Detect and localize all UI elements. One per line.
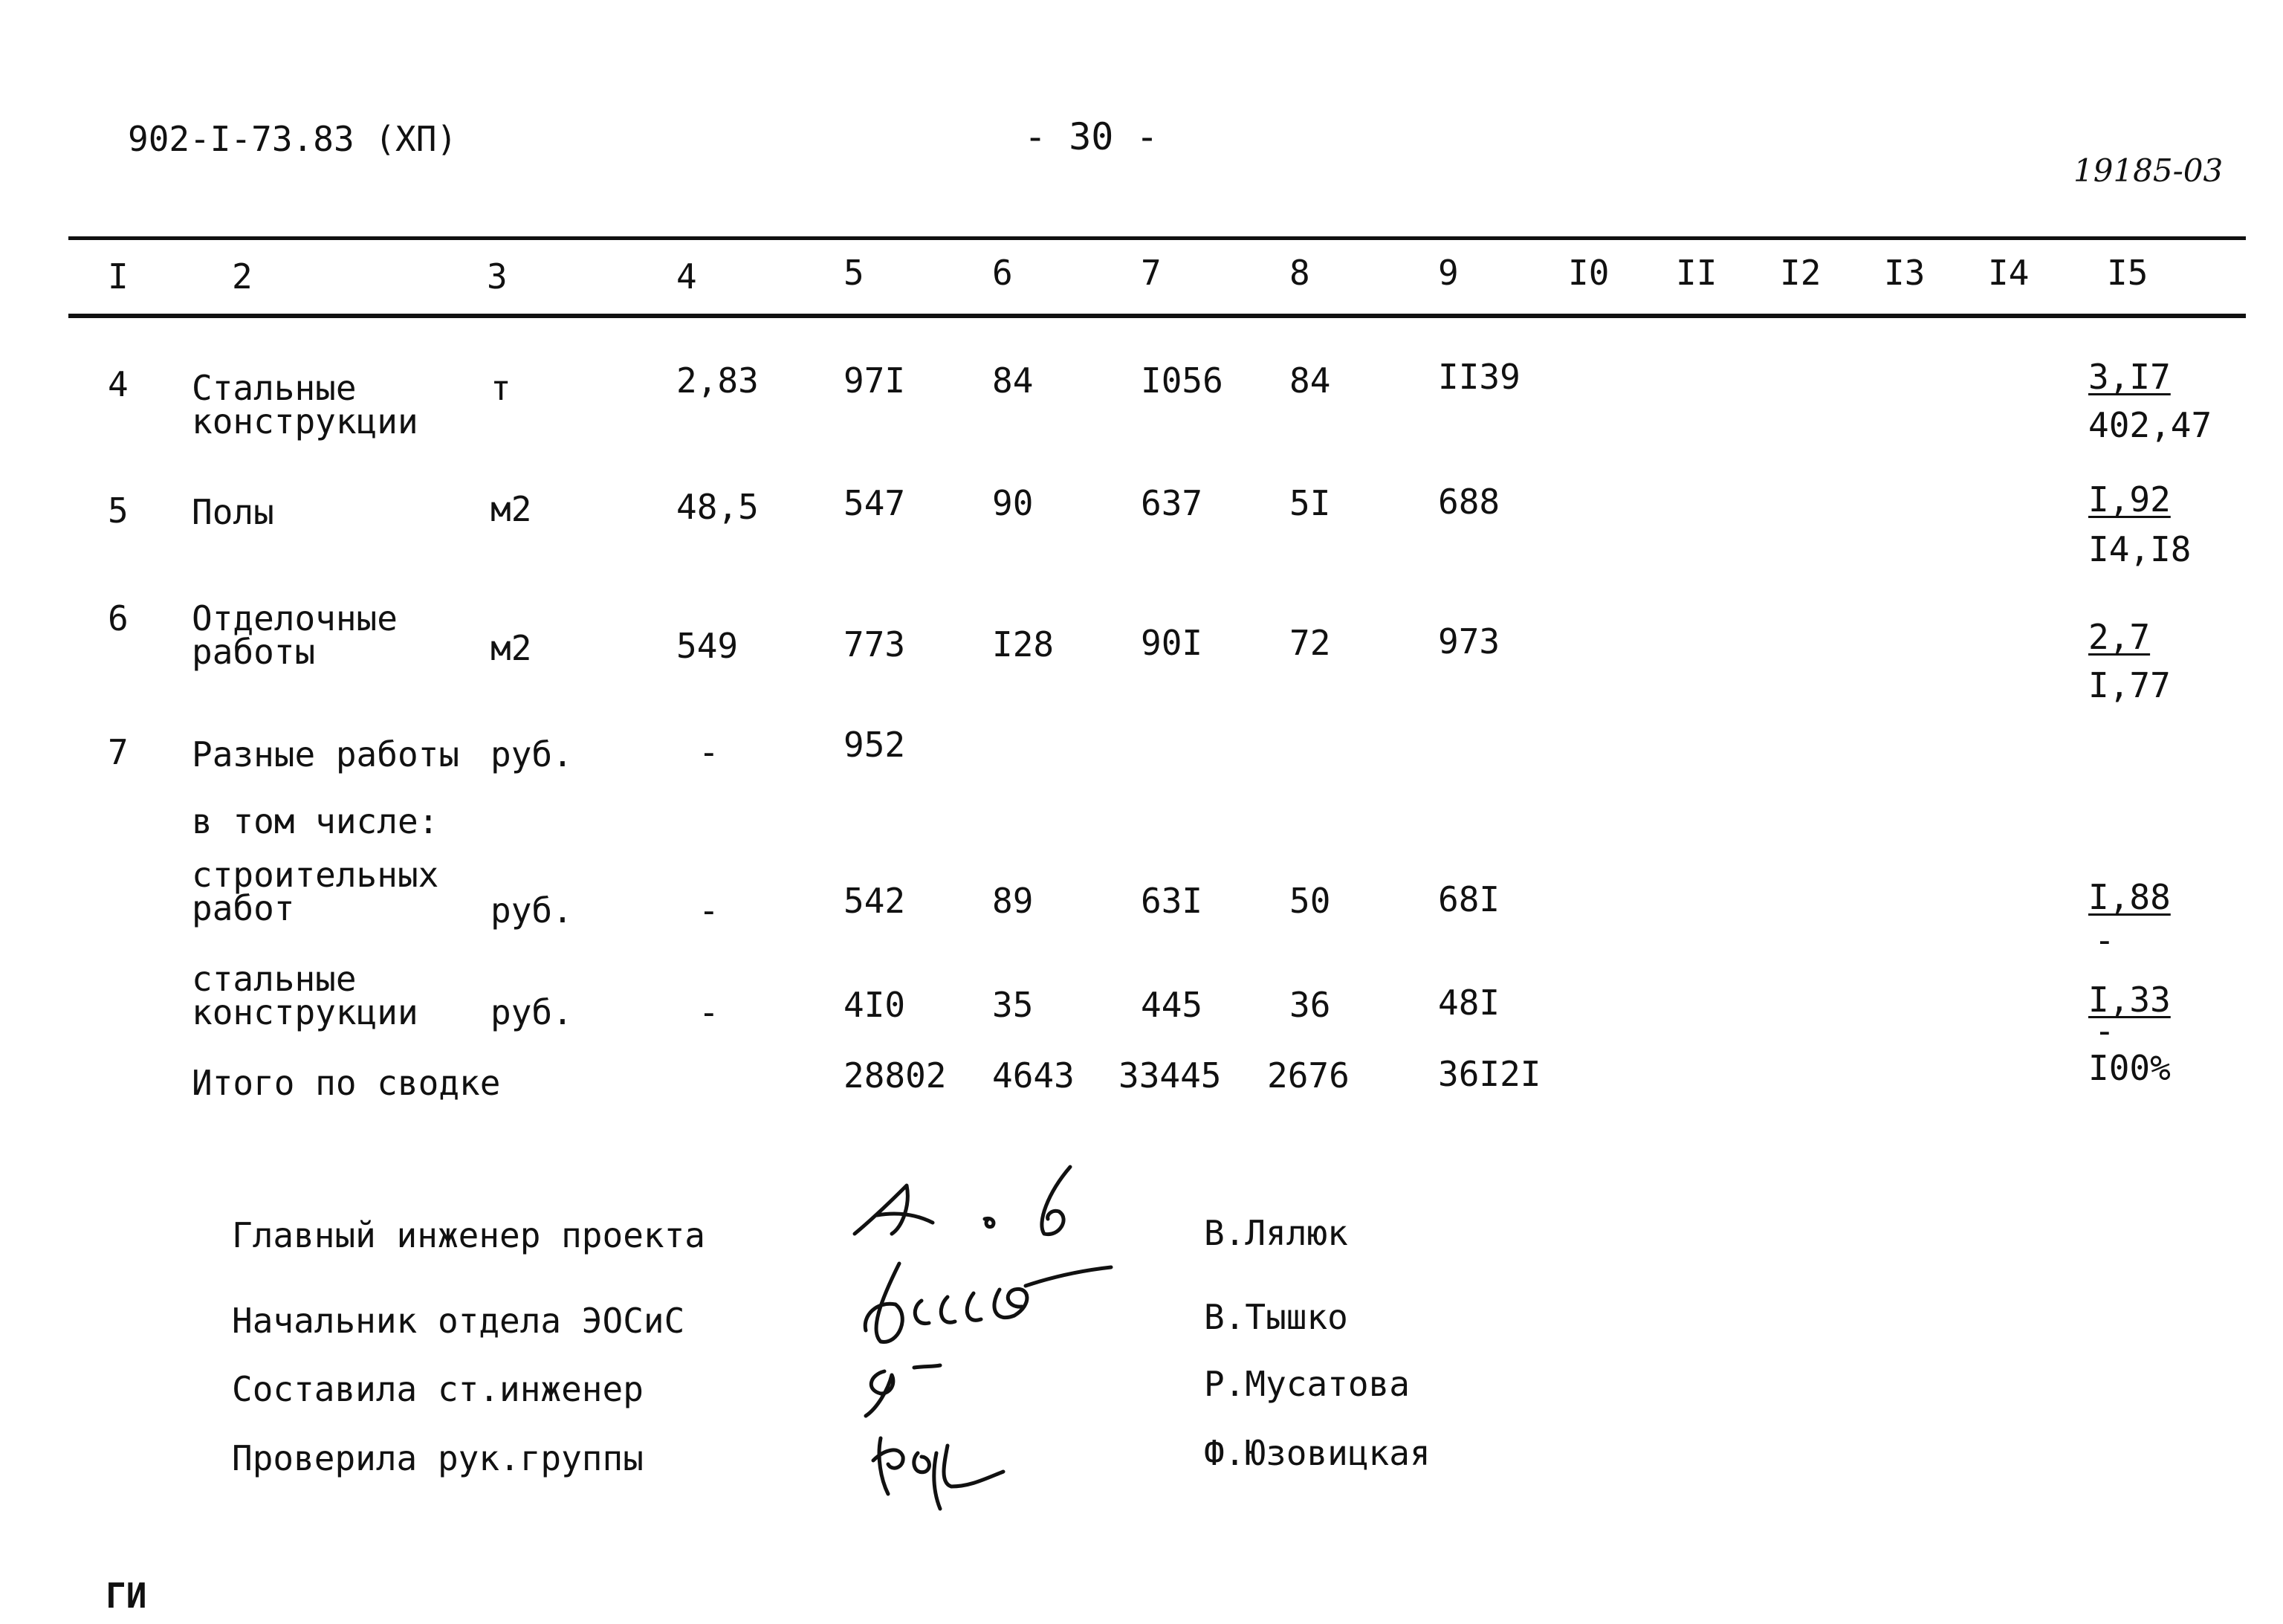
cell-c6: 89 [992, 881, 1034, 921]
cell-c15-bottom: I4,I8 [2088, 529, 2192, 569]
cell-c15-bottom: 402,47 [2088, 405, 2212, 445]
cell-c4: - [699, 890, 719, 931]
cell-c15-top: 2,7 [2088, 617, 2151, 657]
cell-c5: 4I0 [843, 985, 906, 1025]
col-header: I0 [1568, 253, 1610, 293]
cell-c15-bottom: - [2094, 1011, 2115, 1051]
unit: руб. [490, 734, 573, 774]
cell-c5: 773 [843, 624, 906, 664]
cell-c6: I28 [992, 624, 1055, 664]
cell-c4: 2,83 [676, 360, 759, 401]
col-header: 8 [1289, 253, 1310, 293]
cell-c15-bottom: I,77 [2088, 665, 2171, 705]
cell-c9: 48I [1438, 983, 1500, 1023]
signature-role: Проверила рук.группы [232, 1438, 644, 1478]
footer-mark: ГИ [106, 1576, 147, 1616]
signature-name: В.Лялюк [1204, 1213, 1348, 1253]
handwritten-signature [855, 1256, 1122, 1353]
cell-c9: 68I [1438, 879, 1500, 919]
total-c9: 36I2I [1438, 1054, 1541, 1094]
cell-c6: 90 [992, 483, 1034, 523]
cell-c9: II39 [1438, 357, 1521, 397]
cell-c4: - [699, 732, 719, 772]
cell-c5: 97I [843, 360, 906, 401]
item-name-cont: конструкции [192, 401, 418, 441]
cell-c4: - [699, 992, 719, 1032]
cell-c8: 84 [1289, 360, 1331, 401]
col-header: 7 [1141, 253, 1162, 293]
handwritten-signature [858, 1412, 1022, 1516]
row-number: 4 [108, 364, 129, 404]
cell-c7: I056 [1141, 360, 1223, 401]
unit: м2 [490, 489, 532, 529]
cell-c8: 72 [1289, 623, 1331, 663]
archive-number: 19185-03 [2073, 152, 2224, 189]
cell-c6: 35 [992, 985, 1034, 1025]
col-header: 6 [992, 253, 1013, 293]
signature-name: Р.Мусатова [1204, 1364, 1410, 1404]
cell-c15-top: 3,I7 [2088, 357, 2171, 397]
unit: т [490, 368, 511, 408]
col-header: I5 [2107, 253, 2148, 293]
col-header: I3 [1884, 253, 1926, 293]
cell-c15-top: I,92 [2088, 479, 2171, 520]
signature-role: Начальник отдела ЭОСиС [232, 1301, 685, 1341]
cell-c15-bottom: - [2094, 920, 2115, 960]
handwritten-signature [847, 1163, 1092, 1252]
table-top-rule [68, 236, 2246, 240]
col-header: I4 [1988, 253, 2030, 293]
document-code: 902-I-73.83 (XП) [128, 119, 458, 159]
item-name: Отделочные [192, 598, 398, 638]
total-c7: 33445 [1118, 1055, 1222, 1096]
unit: руб. [490, 992, 573, 1032]
col-header: 2 [232, 256, 253, 297]
col-header: 5 [843, 253, 864, 293]
cell-c9: 688 [1438, 482, 1500, 522]
item-name: Стальные [192, 368, 357, 408]
header-bottom-rule [68, 314, 2246, 318]
row-number: 5 [108, 491, 129, 531]
col-header: I2 [1780, 253, 1821, 293]
row-number: 6 [108, 598, 129, 638]
total-c15: I00% [2088, 1048, 2171, 1088]
total-c8: 2676 [1267, 1055, 1350, 1096]
cell-c15-top: I,33 [2088, 980, 2171, 1020]
page-number: - 30 - [1024, 115, 1159, 158]
col-header: 4 [676, 256, 697, 297]
cell-c15-top: I,88 [2088, 877, 2171, 917]
unit: руб. [490, 890, 573, 931]
col-header: 3 [487, 256, 508, 297]
row-number: 7 [108, 732, 129, 772]
total-c5: 28802 [843, 1055, 947, 1096]
cell-c4: 48,5 [676, 487, 759, 527]
signature-role: Главный инженер проекта [232, 1215, 705, 1255]
total-label: Итого по сводке [192, 1063, 501, 1103]
signature-name: Ф.Юзовицкая [1204, 1433, 1431, 1473]
col-header: 9 [1438, 253, 1459, 293]
cell-c9: 973 [1438, 621, 1500, 661]
item-name: Полы [192, 492, 274, 532]
cell-c5: 952 [843, 725, 906, 765]
signature-role: Составила ст.инженер [232, 1369, 644, 1409]
unit: м2 [490, 628, 532, 668]
item-name: стальные [192, 959, 357, 999]
cell-c7: 63I [1141, 881, 1203, 921]
cell-c8: 5I [1289, 483, 1331, 523]
cell-c7: 90I [1141, 623, 1203, 663]
cell-c7: 445 [1141, 985, 1203, 1025]
col-header: II [1676, 253, 1717, 293]
total-c6: 4643 [992, 1055, 1075, 1096]
item-name-cont: работы [192, 632, 316, 672]
cell-c6: 84 [992, 360, 1034, 401]
cell-c7: 637 [1141, 483, 1203, 523]
cell-c5: 547 [843, 483, 906, 523]
signature-name: В.Тышко [1204, 1297, 1348, 1337]
item-name: Разные работы [192, 734, 460, 774]
subsection-label: в том числе: [192, 801, 439, 841]
item-name-cont: конструкции [192, 992, 418, 1032]
cell-c5: 542 [843, 881, 906, 921]
cell-c8: 36 [1289, 985, 1331, 1025]
cell-c8: 50 [1289, 881, 1331, 921]
cell-c4: 549 [676, 626, 739, 666]
item-name-cont: работ [192, 888, 295, 928]
item-name: строительных [192, 855, 439, 895]
col-header: I [108, 256, 129, 297]
